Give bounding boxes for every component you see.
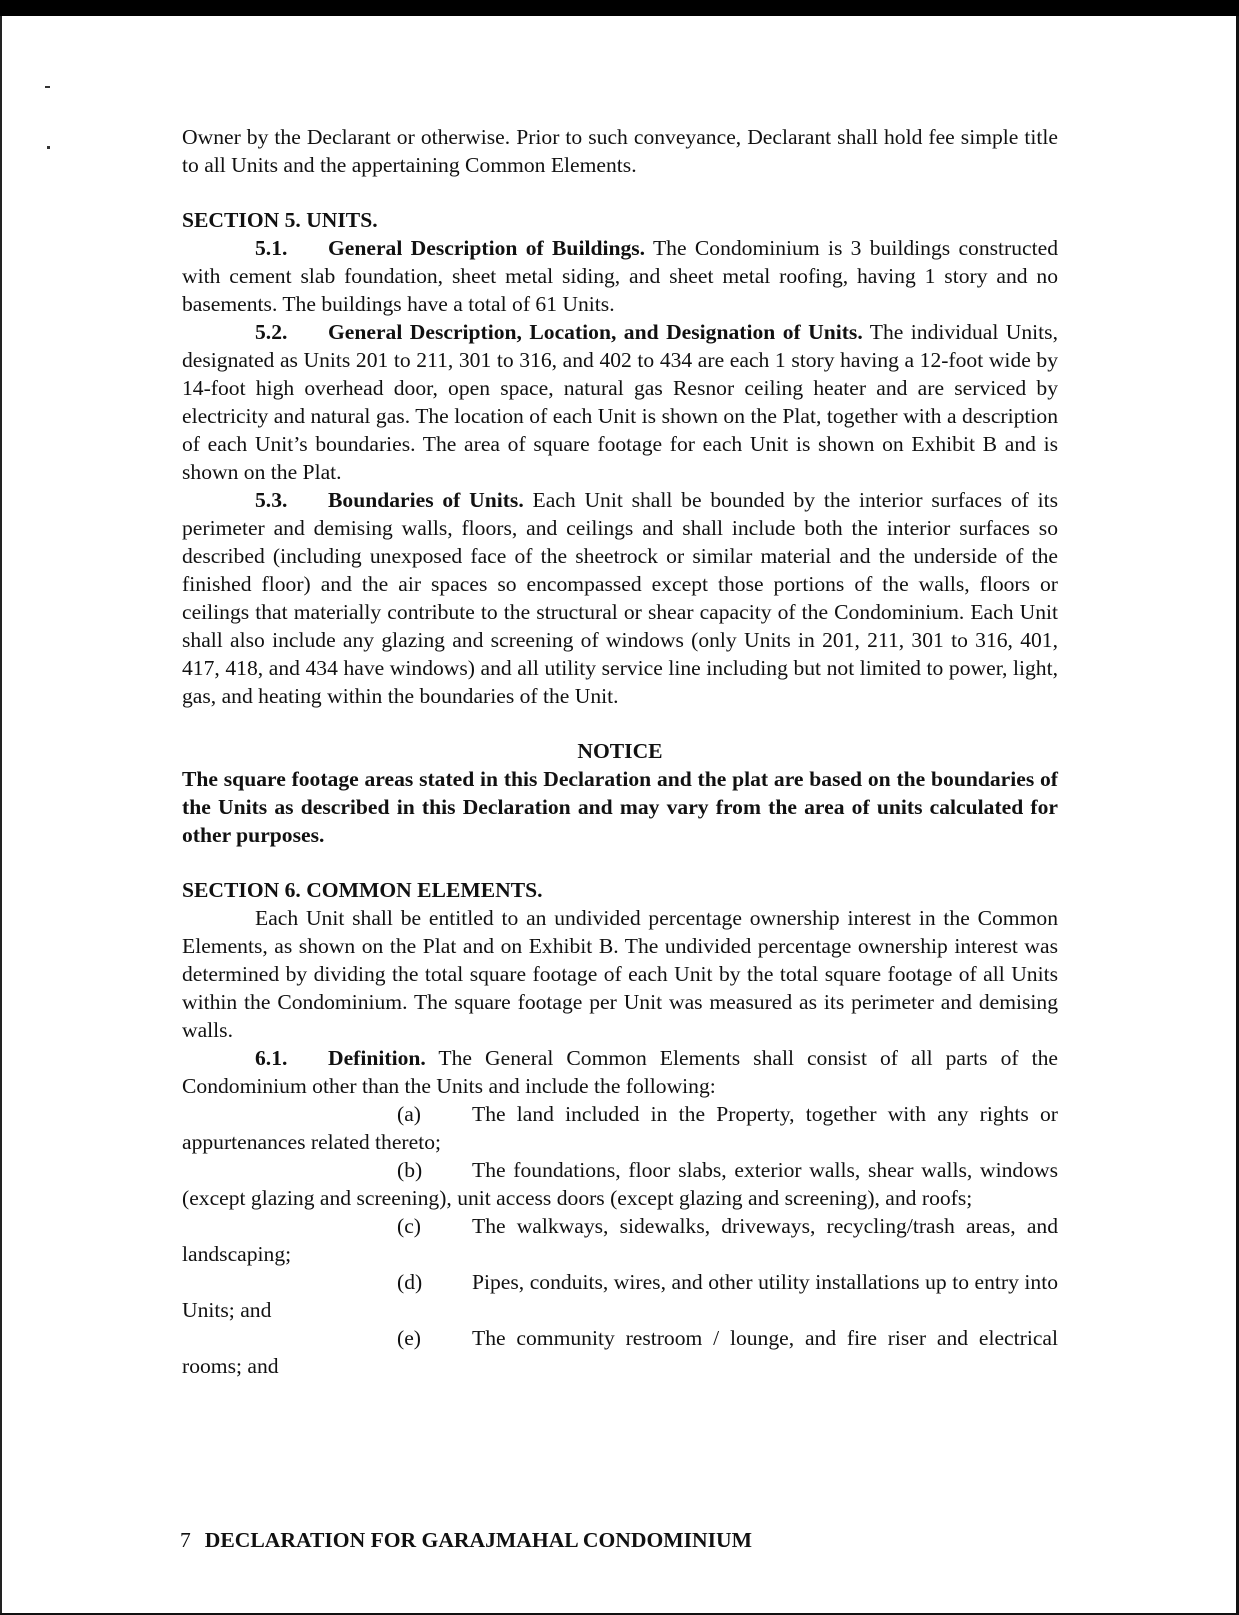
notice-title: NOTICE — [577, 739, 663, 763]
list-item — [182, 1100, 1058, 1156]
scan-left-border — [0, 16, 2, 1615]
section-text: The General Common Elements shall consist of all parts of the Condominium other than the Units and include the following: — [182, 1046, 1058, 1098]
item-letter: (d) — [397, 1270, 423, 1294]
item-letter: (a) — [397, 1102, 421, 1126]
item-text: The community restroom / lounge, and fire riser and electrical rooms; and — [182, 1326, 1058, 1378]
section-text: Each Unit shall be bounded by the interior surfaces of its perimeter and demising walls, floors, and ceilings and shall include both the interior surfaces so described (including unexposed face of the sheetrock or similar material and the underside of the finished floor) and the air spaces so encompassed except those portions of the walls, floors or ceilings that materially contribute to the structural or shear capacity of the Condominium. Each Unit shall also include any glazing and screening of windows (only Units in 201, 211, 301 to 316, 401, 417, 418, and 434 have windows) and all utility service line including but not limited to power, light, gas, and heating within the boundaries of the Unit. — [182, 488, 1058, 708]
section-text: The individual Units, designated as Units 201 to 211, 301 to 316, and 402 to 434 are each 1 story having a 12-foot wide by 14-foot high overhead door, open space, natural gas Resnor ceiling heater and are serviced by electricity and natural gas. The location of each Unit is shown on the Plat, together with a description of each Unit’s boundaries. The area of square footage for each Unit is shown on Exhibit B and is shown on the Plat. — [182, 320, 1058, 484]
scan-speck — [47, 146, 50, 149]
section-number: 5.2. — [255, 320, 288, 344]
notice-body: The square footage areas stated in this Declaration and the plat are based on the boundaries of the Units as described in this Declaration and may vary from the area of units calculated for other purposes. — [182, 767, 1058, 847]
item-text: The land included in the Property, together with any rights or appurtenances related thereto; — [182, 1102, 1058, 1154]
section-title: General Description, Location, and Designation of Units. — [328, 320, 863, 344]
scan-speck — [45, 86, 50, 88]
list-item — [182, 1212, 1058, 1268]
section-5-3-paragraph — [182, 486, 1058, 710]
item-text: The foundations, floor slabs, exterior walls, shear walls, windows (except glazing and screening), unit access doors (except glazing and screening), and roofs; — [182, 1158, 1058, 1210]
section-5-heading: SECTION 5. UNITS. — [182, 208, 378, 232]
section-title: Definition. — [328, 1046, 426, 1070]
page-footer — [180, 1526, 752, 1554]
item-letter: (b) — [397, 1158, 423, 1182]
section-6-1-paragraph — [182, 1044, 1058, 1100]
item-letter: (c) — [397, 1214, 421, 1238]
item-text: The walkways, sidewalks, driveways, recycling/trash areas, and landscaping; — [182, 1214, 1058, 1266]
section-number: 6.1. — [255, 1046, 288, 1070]
document-page — [182, 123, 1058, 1380]
footer-title: DECLARATION FOR GARAJMAHAL CONDOMINIUM — [204, 1528, 753, 1552]
section-text: The Condominium is 3 buildings constructed with cement slab foundation, sheet metal siding, and sheet metal roofing, having 1 story and no basements. The buildings have a total of 61 Units. — [182, 236, 1058, 316]
section-5-2-paragraph — [182, 318, 1058, 486]
list-item — [182, 1156, 1058, 1212]
section-6-intro: Each Unit shall be entitled to an undivided percentage ownership interest in the Common Elements, as shown on the Plat and on Exhibit B. The undivided percentage ownership interest was determined by dividing the total square footage of each Unit by the total square footage of all Units within the Condominium. The square footage per Unit was measured as its perimeter and demising walls. — [182, 906, 1058, 1042]
continuation-paragraph: Owner by the Declarant or otherwise. Prior to such conveyance, Declarant shall hold fee simple title to all Units and the appertaining Common Elements. — [182, 125, 1058, 177]
section-5-1-paragraph — [182, 234, 1058, 318]
section-number: 5.3. — [255, 488, 288, 512]
page-number: 7 — [180, 1528, 191, 1552]
section-title: General Description of Buildings. — [328, 236, 646, 260]
section-title: Boundaries of Units. — [328, 488, 524, 512]
scan-top-border — [0, 0, 1239, 16]
item-text: Pipes, conduits, wires, and other utility installations up to entry into Units; and — [182, 1270, 1058, 1322]
section-number: 5.1. — [255, 236, 288, 260]
section-6-heading: SECTION 6. COMMON ELEMENTS. — [182, 878, 543, 902]
list-item — [182, 1268, 1058, 1324]
list-item — [182, 1324, 1058, 1380]
item-letter: (e) — [397, 1326, 421, 1350]
